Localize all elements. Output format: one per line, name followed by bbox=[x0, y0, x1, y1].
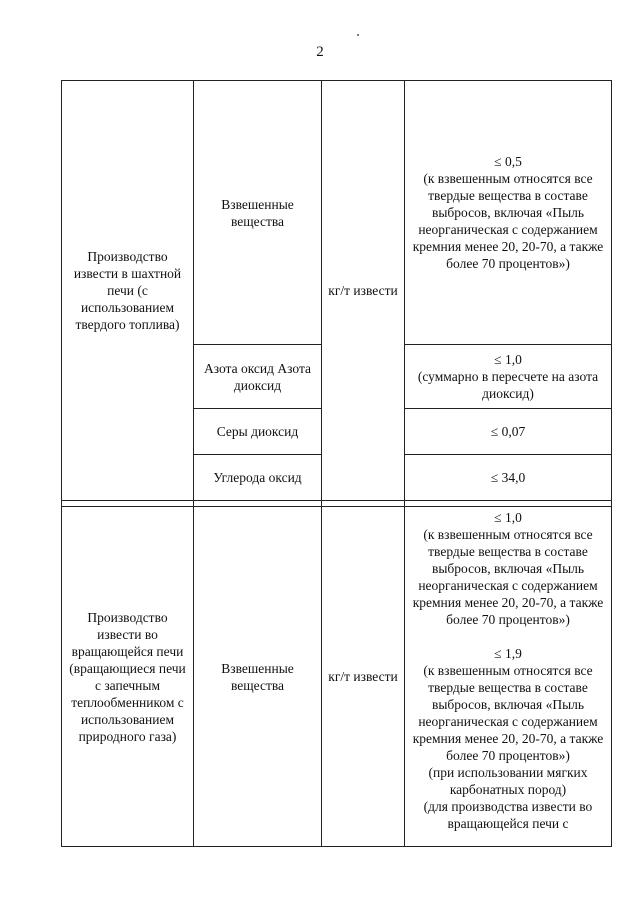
norm-note: (суммарно в пересчете на азота диоксид) bbox=[417, 369, 599, 401]
pollutant-cell: Углерода оксид bbox=[194, 455, 322, 501]
process-cell-rotary: Производство извести во вращающейся печи (вращающиеся печи с запечным теплообменником с использованием природного газа) bbox=[62, 507, 194, 847]
norm-value: ≤ 1,9 bbox=[494, 646, 522, 661]
norm-note: (к взвешенным относятся все твердые вещества в составе выбросов, включая «Пыль неорганическая с содержанием кремния менее 20, 20-70, а также более 70 процентов») bbox=[412, 527, 604, 627]
pollutant-cell: Взвешенные вещества bbox=[194, 81, 322, 345]
norm-cell bbox=[405, 507, 612, 847]
emission-norms-table bbox=[61, 80, 612, 847]
unit-cell-rotary: кг/т извести bbox=[322, 507, 405, 847]
pollutant-cell: Взвешенные вещества bbox=[194, 507, 322, 847]
norm-value: ≤ 1,0 bbox=[494, 510, 522, 525]
table-row bbox=[62, 81, 612, 345]
norm-value: ≤ 1,0 bbox=[494, 352, 522, 367]
page-number: 2 bbox=[316, 44, 324, 60]
norm-cell: ≤ 34,0 bbox=[405, 455, 612, 501]
norm-value: ≤ 0,5 bbox=[494, 154, 522, 169]
pollutant-cell: Азота оксид Азота диоксид bbox=[194, 345, 322, 409]
table-row bbox=[62, 507, 612, 847]
norm-condition: (для производства извести во вращающейся печи с bbox=[423, 799, 593, 831]
norm-note: (к взвешенным относятся все твердые вещества в составе выбросов, включая «Пыль неорганическая с содержанием кремния менее 20, 20-70, а также более 70 процентов») bbox=[412, 171, 604, 271]
pollutant-cell: Серы диоксид bbox=[194, 409, 322, 455]
scan-speck bbox=[357, 34, 359, 36]
norm-cell bbox=[405, 345, 612, 409]
norm-condition: (при использовании мягких карбонатных пород) bbox=[428, 765, 588, 797]
unit-cell-shaft: кг/т извести bbox=[322, 81, 405, 501]
norm-cell bbox=[405, 81, 612, 345]
process-cell-shaft: Производство извести в шахтной печи (с использованием твердого топлива) bbox=[62, 81, 194, 501]
norm-note: (к взвешенным относятся все твердые вещества в составе выбросов, включая «Пыль неорганическая с содержанием кремния менее 20, 20-70, а также более 70 процентов») bbox=[412, 663, 604, 763]
norm-cell: ≤ 0,07 bbox=[405, 409, 612, 455]
